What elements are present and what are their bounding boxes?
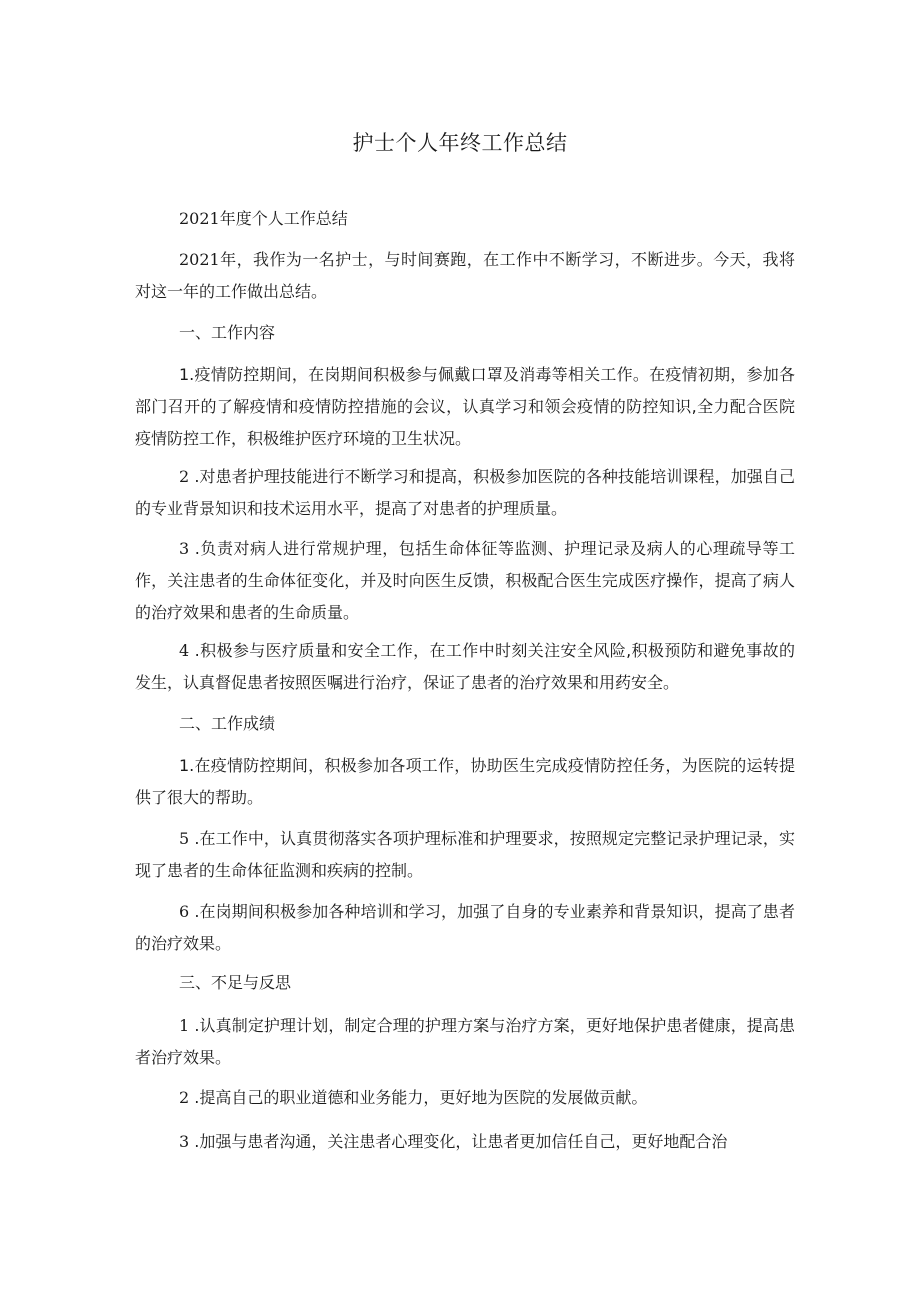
paragraph-reflection-item-2 bbox=[135, 1082, 795, 1114]
paragraph-number: 4 bbox=[179, 641, 190, 660]
paragraph-text: .认真制定护理计划，制定合理的护理方案与治疗方案，更好地保护患者健康，提高患者治疗效果。 bbox=[135, 1016, 795, 1067]
paragraph-text: .在岗期间积极参加各种培训和学习，加强了自身的专业素养和背景知识，提高了患者的治疗效果。 bbox=[135, 902, 795, 953]
paragraph-text: 年度个人工作总结 bbox=[219, 209, 348, 228]
paragraph-text: 二、工作成绩 bbox=[179, 714, 276, 733]
paragraph-text: .在工作中，认真贯彻落实各项护理标准和护理要求，按照规定完整记录护理记录，实现了患者的生命体征监测和疾病的控制。 bbox=[135, 829, 795, 880]
paragraph-year-summary-heading bbox=[135, 203, 795, 235]
paragraph-work-item-2 bbox=[135, 461, 795, 525]
paragraph-text: 年，我作为一名护士，与时间赛跑，在工作中不断学习，不断进步。今天，我将对这一年的工作做出总结。 bbox=[135, 250, 795, 301]
paragraph-achievement-item-5 bbox=[135, 823, 795, 887]
paragraph-number: 3 bbox=[179, 1132, 190, 1151]
paragraph-number: 2021 bbox=[179, 250, 220, 269]
paragraph-intro bbox=[135, 244, 795, 308]
paragraph-text: .积极参与医疗质量和安全工作，在工作中时刻关注安全风险,积极预防和避免事故的发生，认真督促患者按照医嘱进行治疗，保证了患者的治疗效果和用药安全。 bbox=[135, 641, 795, 692]
section-heading-work-content bbox=[135, 317, 795, 349]
paragraph-number: 5 bbox=[179, 829, 190, 848]
paragraph-work-item-3 bbox=[135, 533, 795, 629]
paragraph-number: 2 bbox=[179, 467, 190, 486]
paragraph-number: 2021 bbox=[179, 209, 220, 228]
paragraph-text: 1.疫情防控期间，在岗期间积极参与佩戴口罩及消毒等相关工作。在疫情初期，参加各部门召开的了解疫情和疫情防控措施的会议，认真学习和领会疫情的防控知识,全力配合医院疫情防控工作，积极维护医疗环境的卫生状况。 bbox=[135, 365, 795, 448]
paragraph-number: 6 bbox=[179, 902, 190, 921]
paragraph-text: 三、不足与反思 bbox=[179, 973, 292, 992]
paragraph-reflection-item-1 bbox=[135, 1010, 795, 1074]
paragraph-achievement-item-6 bbox=[135, 896, 795, 960]
paragraph-text: .加强与患者沟通，关注患者心理变化，让患者更加信任自己，更好地配合治 bbox=[189, 1132, 728, 1151]
paragraph-number: 3 bbox=[179, 539, 190, 558]
paragraph-text: 1.在疫情防控期间，积极参加各项工作，协助医生完成疫情防控任务，为医院的运转提供了很大的帮助。 bbox=[135, 756, 795, 807]
paragraph-number: 1 bbox=[179, 1016, 190, 1035]
document-title: 护士个人年终工作总结 bbox=[352, 131, 568, 155]
paragraph-work-item-1 bbox=[135, 359, 795, 455]
paragraph-reflection-item-3 bbox=[135, 1126, 795, 1158]
paragraph-text: .对患者护理技能进行不断学习和提高，积极参加医院的各种技能培训课程，加强自己的专业背景知识和技术运用水平，提高了对患者的护理质量。 bbox=[135, 467, 795, 518]
paragraph-number: 2 bbox=[179, 1088, 190, 1107]
paragraph-text: 一、工作内容 bbox=[179, 323, 276, 342]
paragraph-text: .负责对病人进行常规护理，包括生命体征等监测、护理记录及病人的心理疏导等工作，关注患者的生命体征变化，并及时向医生反馈，积极配合医生完成医疗操作，提高了病人的治疗效果和患者的生命质量。 bbox=[135, 539, 795, 622]
paragraph-achievement-item-1 bbox=[135, 750, 795, 814]
paragraph-work-item-4 bbox=[135, 635, 795, 699]
paragraph-text: .提高自己的职业道德和业务能力，更好地为医院的发展做贡献。 bbox=[189, 1088, 648, 1107]
section-heading-reflection bbox=[135, 967, 795, 999]
section-heading-achievements bbox=[135, 708, 795, 740]
